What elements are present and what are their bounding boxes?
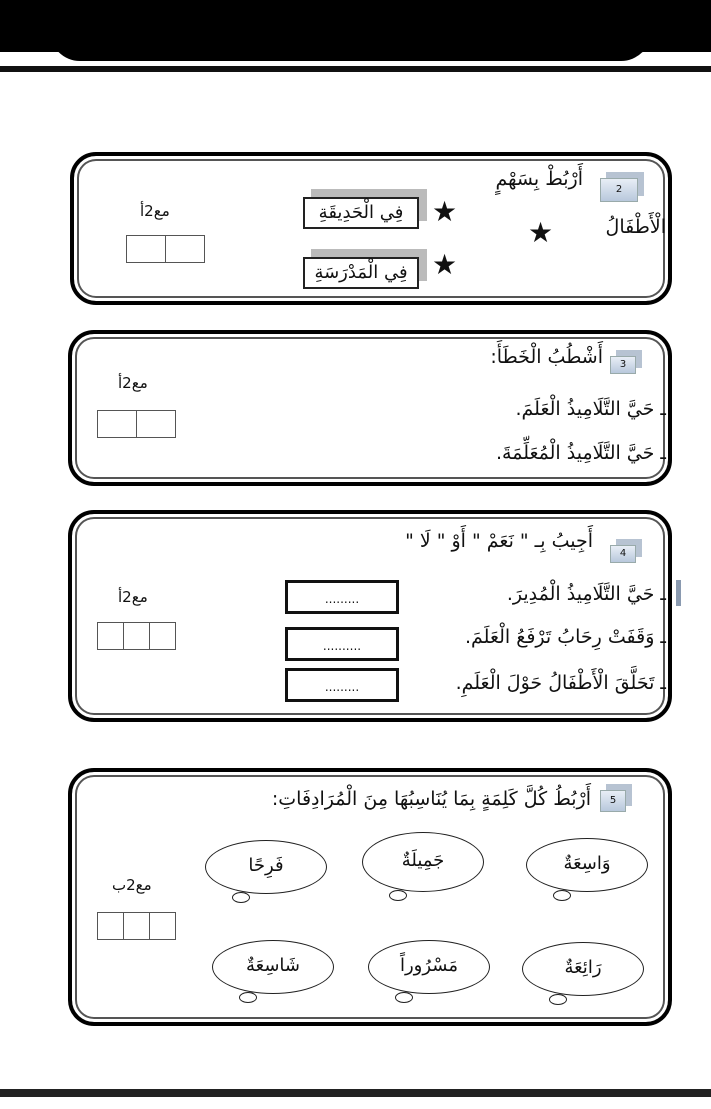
divider [0, 66, 711, 72]
word-cloud[interactable]: مَسْرُوراً [368, 940, 490, 994]
star-icon[interactable]: ★ [432, 195, 458, 228]
sentence: ـ حَيَّ التَّلَامِيذُ الْمُدِيرَ. [506, 583, 666, 605]
instruction: أَجِيبُ بِـ " نَعَمْ " أَوْ " لَا " [405, 530, 593, 552]
star-icon[interactable]: ★ [528, 216, 554, 249]
word-cloud[interactable]: شَاسِعَةٌ [212, 940, 334, 994]
skill-code: مع2أ [118, 588, 148, 606]
word-cloud[interactable]: رَائِعَةٌ [522, 942, 644, 996]
star-icon[interactable]: ★ [432, 248, 458, 281]
exercise-number: 5 [600, 790, 626, 812]
grade-box [97, 622, 176, 650]
side-marker [676, 580, 681, 606]
exercise-number: 3 [610, 356, 636, 374]
skill-code: مع2أ [140, 202, 170, 220]
answer-box[interactable]: ......... [285, 580, 399, 614]
skill-code: مع2ب [112, 876, 152, 894]
grade-box [97, 410, 176, 438]
instruction: أَشْطُبُ الْخَطَأَ: [490, 346, 603, 368]
option-box[interactable]: فِي الْحَدِيقَةِ [303, 197, 419, 229]
sentence[interactable]: ـ حَيَّ التَّلَامِيذُ الْمُعَلِّمَةَ. [495, 442, 666, 464]
grade-box [97, 912, 176, 940]
instruction: أَرْبُطُ كُلَّ كَلِمَةٍ بِمَا يُنَاسِبُهَا مِنَ الْمُرَادِفَاتِ: [271, 788, 591, 810]
word-cloud[interactable]: فَرِحًا [205, 840, 327, 894]
subject-word: الْأَطْفَالُ [605, 216, 666, 238]
header-frame [50, 20, 651, 61]
exercise-number: 4 [610, 545, 636, 563]
answer-box[interactable]: ......... [285, 668, 399, 702]
option-box[interactable]: فِي الْمَدْرَسَةِ [303, 257, 419, 289]
answer-box[interactable]: .......... [285, 627, 399, 661]
grade-box [126, 235, 205, 263]
word-cloud[interactable]: وَاسِعَةٌ [526, 838, 648, 892]
exercise-number: 2 [600, 178, 638, 202]
skill-code: مع2أ [118, 374, 148, 392]
instruction: أَرْبُطْ بِسَهْمٍ [495, 168, 583, 190]
word-cloud[interactable]: جَمِيلَةٌ [362, 832, 484, 892]
sentence: ـ وَقَفَتْ رِحَابُ تَرْفَعُ الْعَلَمَ. [464, 626, 666, 648]
sentence[interactable]: ـ حَيَّ التَّلَامِيذُ الْعَلَمَ. [515, 398, 666, 420]
bottom-divider [0, 1089, 711, 1097]
sentence: ـ تَحَلَّقَ الْأَطْفَالُ حَوْلَ الْعَلَمِ. [455, 672, 666, 694]
